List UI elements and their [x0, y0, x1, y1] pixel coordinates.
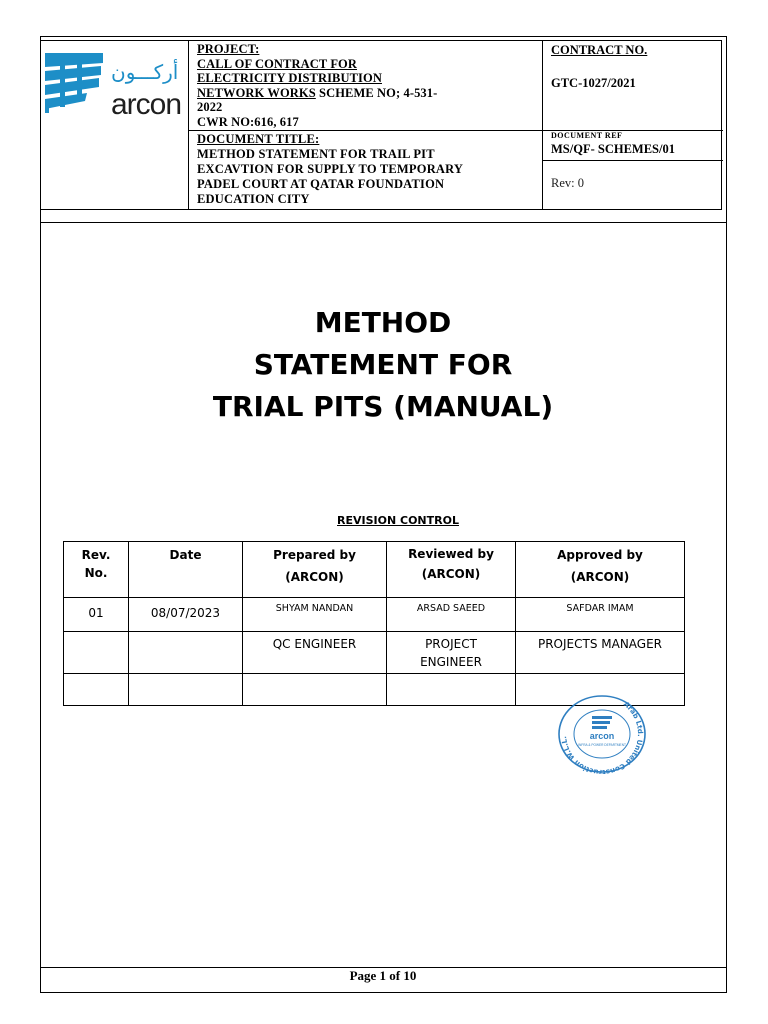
document-title-cell [189, 131, 543, 209]
document-ref-label: DOCUMENT REF [551, 131, 623, 140]
project-cell [189, 41, 543, 131]
project-line-1: CALL OF CONTRACT FOR [197, 56, 358, 71]
title-line-2: STATEMENT FOR [253, 348, 513, 381]
prepared-header-line-2: (ARCON) [285, 570, 344, 584]
row1-prepared: SHYAM NANDAN [243, 598, 387, 632]
table-row [64, 598, 685, 632]
document-title-label: DOCUMENT TITLE: [197, 132, 320, 146]
row1-rev: 01 [64, 598, 129, 632]
revision-cell [543, 161, 723, 209]
header-prepared-by [243, 542, 387, 598]
document-ref-value: MS/QF- SCHEMES/01 [551, 142, 675, 156]
title-line-3: TRIAL PITS (MANUAL) [212, 390, 554, 423]
row2-reviewed-line-2: ENGINEER [420, 655, 482, 669]
company-stamp [556, 694, 648, 774]
header-rev-no [64, 542, 129, 598]
row2-prepared: QC ENGINEER [243, 632, 387, 674]
title-line-1: METHOD [314, 306, 452, 339]
revision-value: Rev: 0 [551, 176, 584, 190]
project-line-2: ELECTRICITY DISTRIBUTION [197, 71, 382, 85]
rev-header-line-1: Rev. [81, 548, 111, 562]
row3-reviewed [387, 674, 516, 706]
row3-prepared [243, 674, 387, 706]
contract-label: CONTRACT NO. [551, 43, 648, 57]
project-line-5: CWR NO:616, 617 [197, 114, 299, 129]
reviewed-header-line-2: (ARCON) [421, 567, 481, 581]
header-reviewed-by [387, 542, 516, 598]
stamp-sub-text: INFRA & POWER DEPARTMENT [578, 743, 626, 747]
row1-date: 08/07/2023 [129, 598, 243, 632]
document-ref-cell [543, 131, 723, 161]
reviewed-header-line-1: Reviewed by [408, 547, 494, 561]
project-line-4: 2022 [197, 100, 223, 114]
approved-header-line-2: (ARCON) [570, 570, 630, 584]
project-line-3b: SCHEME NO; 4-531- [315, 85, 438, 100]
document-main-title [40, 302, 726, 428]
table-row [64, 632, 685, 674]
header-approved-by [516, 542, 685, 598]
arcon-logo [41, 41, 189, 131]
row1-approved: SAFDAR IMAM [516, 598, 685, 632]
approved-header-line-1: Approved by [557, 548, 643, 562]
stamp-center-text: arcon [589, 731, 615, 741]
project-label: PROJECT: [197, 42, 260, 56]
header-divider [40, 222, 726, 223]
rev-header-line-2: No. [84, 566, 108, 580]
page-number: Page 1 of 10 [349, 968, 417, 983]
row2-date [129, 632, 243, 674]
logo-arabic-text: أركـــون [111, 60, 179, 84]
table-header-row [64, 542, 685, 598]
logo-cell [41, 41, 189, 209]
document-title-line-3: PADEL COURT AT QATAR FOUNDATION [197, 177, 445, 191]
header-date [129, 542, 243, 598]
contract-number: GTC-1027/2021 [551, 76, 636, 90]
document-header-table [40, 40, 722, 210]
date-header: Date [169, 548, 202, 562]
contract-cell [543, 41, 723, 131]
logo-latin-text: arcon [111, 88, 182, 121]
revision-control-heading: REVISION CONTROL [337, 514, 459, 527]
document-title-line-1: METHOD STATEMENT FOR TRAIL PIT [197, 147, 435, 161]
stamp-outer-text: Arab Ltd. United Construction W.L.L. [560, 700, 645, 774]
revision-table [63, 541, 685, 706]
row3-rev [64, 674, 129, 706]
document-title-line-4: EDUCATION CITY [197, 192, 310, 206]
document-title-line-2: EXCAVTION FOR SUPPLY TO TEMPORARY [197, 162, 464, 176]
row1-reviewed: ARSAD SAEED [387, 598, 516, 632]
row2-reviewed-line-1: PROJECT [425, 637, 477, 651]
row2-approved: PROJECTS MANAGER [516, 632, 685, 674]
prepared-header-line-1: Prepared by [273, 548, 356, 562]
row3-date [129, 674, 243, 706]
row2-reviewed [387, 632, 516, 674]
project-line-3: NETWORK WORKS [197, 85, 316, 100]
row2-rev [64, 632, 129, 674]
